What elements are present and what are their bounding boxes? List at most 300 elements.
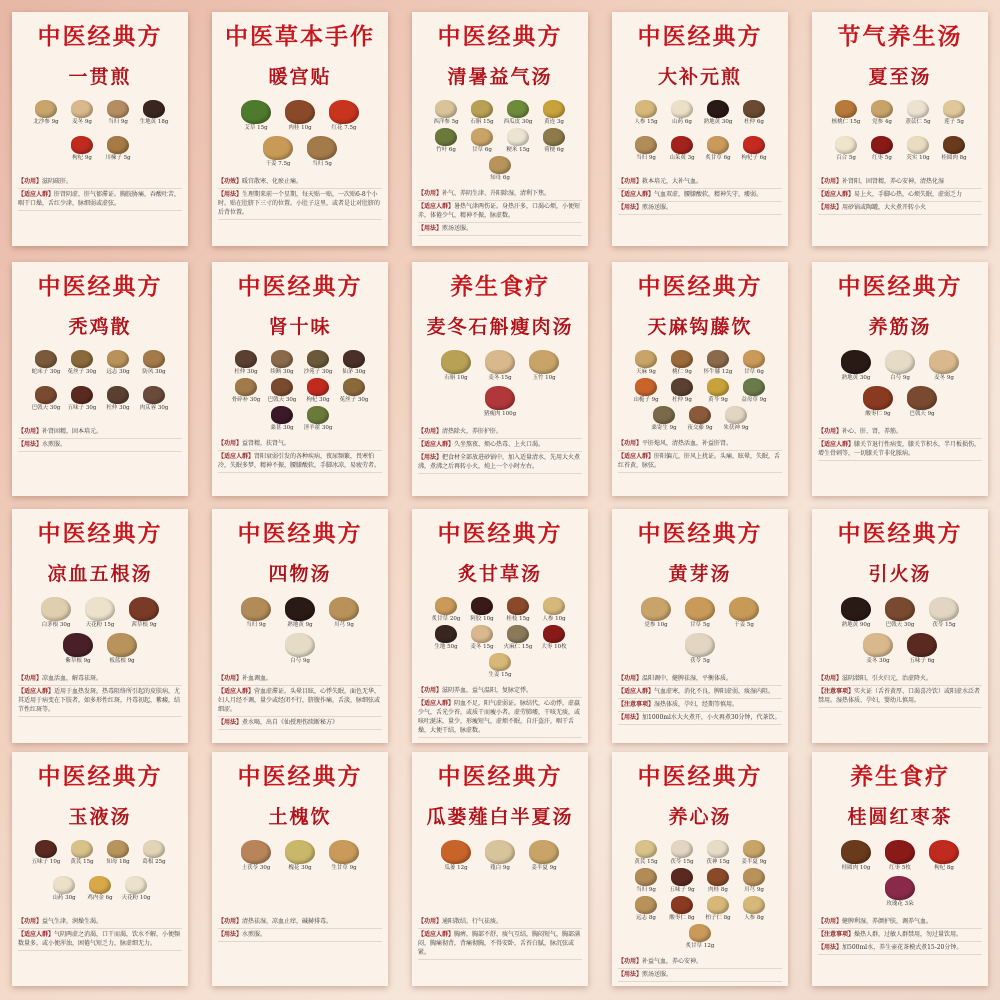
card-header: 中医经典方 — [637, 763, 763, 790]
herb-image — [689, 924, 711, 942]
herb-item — [58, 633, 98, 667]
herb-image — [743, 896, 765, 914]
info-line — [418, 452, 582, 474]
herb-image — [143, 350, 165, 368]
herb-name: 生甘草 9g — [331, 865, 357, 871]
herb-image — [307, 378, 329, 396]
info-line — [818, 686, 982, 708]
herb-list — [818, 840, 982, 910]
info-lines — [418, 426, 582, 474]
info-line — [418, 201, 582, 223]
herb-item — [102, 100, 134, 134]
card-title: 秃鸡散 — [68, 316, 132, 338]
herb-image — [743, 378, 765, 396]
herb-name: 红花 7.5g — [331, 125, 357, 131]
info-tag: 【适应人群】 — [418, 441, 455, 448]
herb-item — [324, 597, 364, 631]
herb-item — [266, 378, 298, 404]
card-header: 中医经典方 — [37, 273, 163, 300]
herb-image — [35, 100, 57, 118]
info-text: 用砂锅或陶罐，大火煮开转小火 — [842, 204, 927, 211]
info-text: 通阳散结，行气祛痰。 — [442, 918, 503, 925]
herb-image — [285, 597, 315, 621]
herb-item — [124, 597, 164, 631]
herb-name: 枸杞 30g — [306, 397, 330, 403]
herb-image — [125, 876, 147, 894]
herb-name: 夜交藤 9g — [687, 425, 713, 431]
herb-item — [66, 840, 98, 874]
herb-item — [924, 597, 964, 631]
info-line — [18, 916, 182, 929]
herb-item — [502, 128, 534, 154]
herb-image — [471, 597, 493, 615]
herb-item — [84, 876, 116, 910]
herb-name: 白芍 9g — [890, 375, 910, 381]
herb-list — [618, 840, 782, 950]
herb-image — [671, 896, 693, 914]
herb-image — [307, 406, 329, 424]
herb-item — [866, 100, 898, 134]
info-text: 补心、肝、肾，养筋。 — [842, 428, 903, 435]
herb-item — [880, 350, 920, 384]
info-text: 气血虚寒，消化不良，脾阳虚弱，痰湿内阻。 — [654, 688, 775, 695]
herb-image — [907, 136, 929, 154]
info-line — [218, 673, 382, 686]
herb-item — [480, 386, 520, 420]
herb-item — [680, 597, 720, 631]
info-tag: 【适应人群】 — [18, 191, 55, 198]
herb-name: 甘草 6g — [744, 369, 764, 375]
herb-name: 知母 6g — [490, 175, 510, 181]
info-line — [18, 176, 182, 189]
herb-item — [280, 100, 320, 134]
info-text: 把食材全部放进砂锅中，加入适量清水，先用大火煮沸，煮沸之后再转小火，炖上一个小时左右。 — [418, 454, 581, 470]
herb-item — [738, 378, 770, 404]
herb-name: 淫羊藿 30g — [303, 425, 333, 431]
info-line — [218, 929, 382, 942]
info-tag: 【适应人群】 — [818, 191, 855, 198]
herb-image — [285, 100, 315, 124]
herb-item — [738, 350, 770, 376]
herb-item — [684, 406, 716, 432]
card-title: 养心汤 — [668, 806, 732, 828]
herb-name: 甘草 5g — [690, 622, 710, 628]
herb-item — [830, 136, 862, 170]
herb-name: 核桃仁 15g — [831, 119, 861, 125]
herb-item — [902, 136, 934, 170]
herb-image — [507, 625, 529, 643]
herb-image — [841, 350, 871, 374]
herb-image — [107, 386, 129, 404]
herb-item — [880, 840, 920, 874]
herb-name: 瓜蒌 12g — [444, 865, 468, 871]
herb-image — [507, 128, 529, 146]
card-header: 中医经典方 — [37, 763, 163, 790]
herb-name: 葛根 25g — [142, 859, 166, 865]
herb-item — [738, 868, 770, 894]
herb-list — [618, 100, 782, 170]
recipe-card — [612, 752, 788, 986]
herb-image — [907, 386, 937, 410]
card-title: 桂圆红枣茶 — [847, 806, 953, 828]
herb-item — [302, 350, 334, 376]
info-text: 气血双虚，腰膝酸软，精神失守，痿弱。 — [654, 191, 763, 198]
herb-image — [529, 840, 559, 864]
herb-image — [929, 597, 959, 621]
herb-name: 火麻仁 15g — [503, 644, 533, 650]
info-lines — [618, 956, 782, 982]
card-header: 中医经典方 — [837, 273, 963, 300]
herb-name: 知母 18g — [106, 859, 130, 865]
herb-name: 酸枣仁 9g — [865, 411, 891, 417]
herb-item — [666, 868, 698, 894]
herb-name: 沙苑子 30g — [303, 369, 333, 375]
herb-name: 柏子仁 8g — [705, 915, 731, 921]
herb-image — [743, 350, 765, 368]
herb-name: 人参 8g — [744, 915, 764, 921]
info-lines — [418, 685, 582, 738]
info-tag: 【用法】 — [818, 204, 843, 211]
info-tag: 【适应人群】 — [418, 203, 455, 210]
herb-item — [484, 156, 516, 182]
herb-item — [484, 653, 516, 679]
info-text: 清热祛湿，凉血止痒，碱赫排毒。 — [242, 918, 333, 925]
info-tag: 【适应人群】 — [418, 700, 455, 707]
herb-name: 巴戟天 30g — [31, 405, 61, 411]
herb-item — [466, 625, 498, 651]
info-text: 益肾精，扶肾气。 — [242, 440, 291, 447]
herb-item — [524, 350, 564, 384]
herb-name: 杜仲 9g — [672, 397, 692, 403]
herb-name: 桂圆肉 10g — [841, 865, 871, 871]
herb-name: 艾草 15g — [244, 125, 268, 131]
herb-name: 薤白 9g — [490, 865, 510, 871]
herb-name: 炙甘草 20g — [431, 616, 461, 622]
herb-name: 红枣 5枚 — [889, 865, 911, 871]
herb-name: 党参 4g — [872, 119, 892, 125]
herb-image — [529, 350, 559, 374]
herb-name: 天花粉 15g — [85, 622, 115, 628]
info-line — [418, 916, 582, 929]
info-text: 适用于血热发斑，热毒阻络所引起的皮肤病，尤其适用于病变在下肢者，如多形性红斑，丹毒初起，紫癜，结节性红斑等。 — [18, 688, 181, 713]
herb-item — [880, 876, 920, 910]
card-header: 中医经典方 — [237, 520, 363, 547]
recipe-card — [412, 12, 588, 246]
herb-name: 茜草根 9g — [131, 622, 157, 628]
herb-item — [266, 350, 298, 376]
info-line — [418, 223, 582, 236]
herb-name: 玉竹 10g — [532, 375, 556, 381]
herb-item — [630, 840, 662, 866]
info-line — [218, 717, 382, 730]
info-line — [418, 929, 582, 960]
herb-name: 人参 10g — [542, 616, 566, 622]
herb-item — [858, 386, 898, 420]
herb-image — [329, 597, 359, 621]
herb-image — [743, 100, 765, 118]
herb-name: 枸杞 9g — [72, 155, 92, 161]
herb-name: 菟丝子 30g — [67, 369, 97, 375]
herb-image — [329, 100, 359, 124]
herb-image — [435, 128, 457, 146]
info-tag: 【适应人群】 — [618, 688, 655, 695]
herb-list — [218, 840, 382, 910]
herb-image — [929, 350, 959, 374]
card-title: 土槐饮 — [268, 806, 332, 828]
herb-item — [738, 100, 770, 134]
info-line — [818, 673, 982, 686]
info-tag: 【功用】 — [818, 428, 843, 435]
info-line — [618, 438, 782, 451]
card-title: 清暑益气汤 — [447, 66, 553, 88]
herb-image — [271, 350, 293, 368]
herb-list — [218, 350, 382, 432]
info-lines — [818, 673, 982, 708]
herb-item — [102, 633, 142, 667]
herb-image — [671, 100, 693, 118]
info-text: 凉血活血，解毒祛斑。 — [42, 675, 103, 682]
herb-item — [102, 350, 134, 384]
herb-image — [841, 597, 871, 621]
herb-item — [436, 350, 476, 384]
herb-image — [841, 840, 871, 864]
herb-name: 杜仲 30g — [234, 369, 258, 375]
herb-item — [702, 868, 734, 894]
herb-item — [80, 597, 120, 631]
herb-item — [938, 136, 970, 170]
herb-name: 远志 8g — [636, 915, 656, 921]
herb-item — [102, 386, 134, 420]
herb-name: 茯苓 15g — [932, 622, 956, 628]
herb-item — [924, 840, 964, 874]
herb-image — [35, 840, 57, 858]
herb-image — [653, 406, 675, 424]
herb-image — [71, 100, 93, 118]
card-header: 中医经典方 — [37, 23, 163, 50]
herb-image — [107, 100, 129, 118]
info-text: 气阴两虚之消渴，口干而渴，饮水不解，小便频数量多，或小便浑浊，困倦气短乏力，脉虚细无力。 — [18, 931, 181, 947]
card-title: 麦冬石斛瘦肉汤 — [426, 316, 574, 338]
herb-name: 仙茅 30g — [342, 369, 366, 375]
info-tag: 【功用】 — [218, 440, 243, 447]
herb-image — [107, 136, 129, 154]
recipe-card — [612, 12, 788, 246]
herb-name: 巴戟天 30g — [267, 397, 297, 403]
info-lines — [618, 438, 782, 473]
card-title: 凉血五根汤 — [47, 563, 153, 585]
herb-image — [241, 100, 271, 124]
info-tag: 【用法】 — [618, 971, 643, 978]
herb-image — [635, 896, 657, 914]
herb-list — [418, 100, 582, 182]
info-lines — [218, 176, 382, 220]
info-tag: 【功用】 — [218, 918, 243, 925]
info-line — [818, 929, 982, 942]
info-line — [18, 929, 182, 951]
herb-item — [30, 100, 62, 134]
card-title: 大补元煎 — [657, 66, 742, 88]
card-header: 中医草本手作 — [225, 23, 375, 50]
herb-item — [684, 924, 716, 950]
herb-item — [836, 840, 876, 874]
herb-name: 甘草 6g — [472, 147, 492, 153]
info-lines — [18, 916, 182, 951]
herb-name: 熟地黄 30g — [703, 119, 733, 125]
info-text: 水煎服。 — [242, 931, 267, 938]
herb-image — [441, 840, 471, 864]
info-line — [18, 189, 182, 211]
herb-name: 酸枣仁 8g — [669, 915, 695, 921]
herb-name: 黄芩 9g — [708, 397, 728, 403]
herb-item — [538, 100, 570, 126]
herb-name: 朱茯神 9g — [723, 425, 749, 431]
info-line — [618, 712, 782, 725]
info-tag: 【适应人群】 — [818, 441, 855, 448]
info-text: 水煎服。 — [42, 441, 67, 448]
herb-name: 生地黄 18g — [139, 119, 169, 125]
info-tag: 【功效】 — [218, 178, 243, 185]
herb-item — [902, 386, 942, 420]
herb-item — [666, 100, 698, 134]
herb-item — [266, 406, 298, 432]
herb-image — [707, 378, 729, 396]
info-tag: 【适应人群】 — [18, 931, 55, 938]
herb-name: 防风 30g — [142, 369, 166, 375]
herb-name: 大枣 10枚 — [541, 644, 567, 650]
herb-name: 麦冬 15g — [470, 644, 494, 650]
card-header: 节气养生汤 — [837, 23, 963, 50]
info-text: 滋阴疏肝。 — [42, 178, 73, 185]
herb-name: 当归 9g — [636, 155, 656, 161]
herb-item — [666, 136, 698, 170]
herb-name: 骨碎补 30g — [231, 397, 261, 403]
recipe-card — [212, 509, 388, 743]
info-line — [218, 438, 382, 451]
card-title: 肾十味 — [268, 316, 332, 338]
herb-item — [680, 633, 720, 667]
info-text: 肝阳偏亢，肝风上扰证。头痛，眩晕，失眠，舌红苔黄，脉弦。 — [618, 453, 781, 469]
recipe-card — [612, 509, 788, 743]
herb-item — [466, 128, 498, 154]
info-lines — [618, 673, 782, 725]
herb-item — [866, 136, 898, 170]
info-text: 平肝熄风，清热活血，补益肝肾。 — [642, 440, 733, 447]
info-line — [418, 426, 582, 439]
card-header: 中医经典方 — [637, 23, 763, 50]
info-text: 膝关节退行性病变，膝关节积水，半月板损伤，增生骨刺等，一切膝关节非化脓病。 — [818, 441, 981, 457]
card-header: 中医经典方 — [637, 520, 763, 547]
info-text: 补肾阳，固肾精，养心安神，清热化湿 — [842, 178, 945, 185]
herb-image — [635, 100, 657, 118]
herb-name: 益母草 9g — [741, 397, 767, 403]
herb-item — [236, 840, 276, 910]
info-tag: 【功用】 — [618, 675, 643, 682]
herb-name: 白芍 9g — [290, 658, 310, 664]
recipe-card — [812, 262, 988, 496]
info-line — [218, 916, 382, 929]
herb-image — [343, 350, 365, 368]
info-line — [18, 686, 182, 717]
card-title: 暖宫贴 — [268, 66, 332, 88]
herb-image — [435, 100, 457, 118]
info-text: 滋阴养血，益气温阳，复脉定悸。 — [442, 687, 533, 694]
info-tag: 【功用】 — [18, 178, 43, 185]
herb-name: 熟地黄 90g — [841, 622, 871, 628]
herb-item — [630, 378, 662, 404]
recipe-card — [812, 752, 988, 986]
info-line — [18, 426, 182, 439]
info-lines — [418, 916, 582, 960]
herb-item — [902, 633, 942, 667]
herb-image — [53, 876, 75, 894]
herb-image — [143, 386, 165, 404]
herb-image — [641, 597, 671, 621]
herb-item — [280, 597, 320, 631]
recipe-card — [12, 262, 188, 496]
herb-item — [302, 136, 342, 170]
info-text: 营血虚滞证。头晕目眩，心悸失眠，面色无华，妇人月经不调，量少或经闭不行，脐腹作痛，舌淡，脉细弦或细涩。 — [218, 688, 381, 713]
herb-name: 麦冬 9g — [934, 375, 954, 381]
herb-image — [707, 136, 729, 154]
herb-list — [618, 350, 782, 432]
herb-image — [743, 868, 765, 886]
herb-item — [236, 597, 276, 631]
info-text: 胸痹，胸部不舒，痰气互结，胸闷短气，胸部满闷，胸痛彻背，背痛彻胸，不得安卧，舌苔白腻，脉沉弦或紧。 — [418, 931, 581, 956]
herb-image — [543, 128, 565, 146]
info-text: 煎汤送服。 — [442, 225, 473, 232]
herb-item — [338, 378, 370, 404]
info-tag: 【适应人群】 — [618, 191, 655, 198]
herb-item — [430, 625, 462, 651]
herb-item — [538, 597, 570, 623]
herb-item — [430, 128, 462, 154]
herb-image — [63, 633, 93, 657]
herb-item — [902, 100, 934, 134]
herb-image — [871, 100, 893, 118]
herb-image — [485, 386, 515, 410]
info-text: 滋阴潜阳，引火归元，治虚降火。 — [842, 675, 933, 682]
herb-item — [538, 128, 570, 154]
herb-name: 山茱萸 3g — [669, 155, 695, 161]
herb-name: 生姜 15g — [488, 672, 512, 678]
herb-item — [120, 876, 152, 910]
card-title: 引火汤 — [868, 563, 932, 585]
herb-item — [738, 840, 770, 866]
herb-image — [89, 876, 111, 894]
herb-name: 红枣 5g — [872, 155, 892, 161]
herb-image — [271, 406, 293, 424]
herb-name: 五味子 6g — [909, 658, 935, 664]
herb-image — [929, 840, 959, 864]
info-line — [618, 189, 782, 202]
herb-item — [702, 136, 734, 170]
herb-name: 肉桂 10g — [288, 125, 312, 131]
herb-item — [702, 840, 734, 866]
herb-image — [671, 378, 693, 396]
card-title: 炙甘草汤 — [457, 563, 542, 585]
info-line — [418, 698, 582, 738]
herb-item — [630, 136, 662, 170]
card-header: 中医经典方 — [837, 520, 963, 547]
herb-item — [430, 100, 462, 126]
herb-image — [943, 100, 965, 118]
info-text: 实火证（舌苔黄厚、口渴喜冷饮）或阳虚水泛者禁用。湿热体质、孕妇，婴幼儿慎用。 — [818, 688, 981, 704]
herb-item — [230, 378, 262, 404]
herb-item — [880, 597, 920, 631]
info-tag: 【适应人群】 — [218, 688, 255, 695]
herb-item — [630, 350, 662, 376]
info-lines — [18, 673, 182, 717]
